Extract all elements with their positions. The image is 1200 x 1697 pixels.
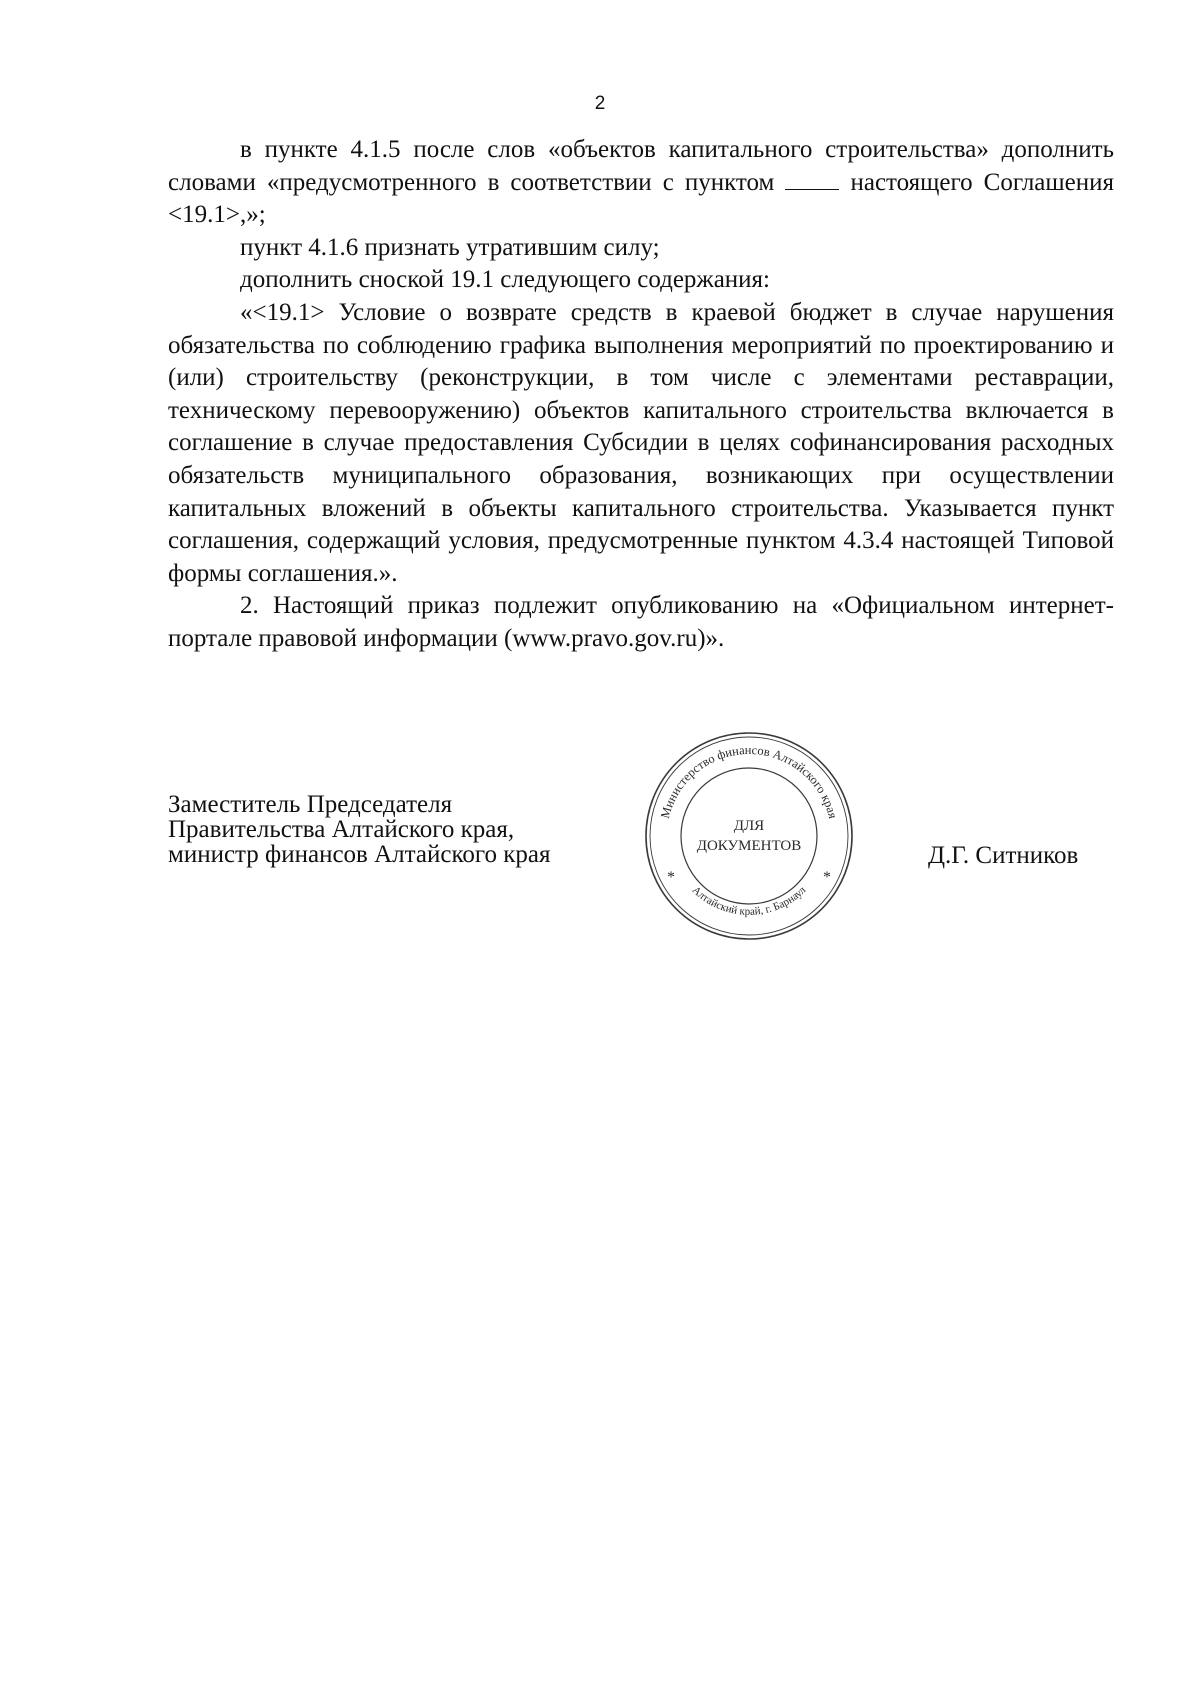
signer-position-line: Заместитель Председателя [168, 791, 453, 818]
paragraph-footnote-intro: дополнить сноской 19.1 следующего содержания: [240, 266, 771, 294]
paragraph-publication: 2. Настоящий приказ подлежит опубликованию на «Официальном интернет-портале правовой информации (www.pravo.gov.ru)». [168, 592, 1114, 652]
seal-center-line: ДЛЯ [733, 818, 765, 834]
seal-bottom-text-path: Алтайский край, г. Барнаул [689, 884, 809, 918]
signer-position [168, 792, 550, 867]
seal-outer-text-path: Министерство финансов Алтайского края [657, 742, 840, 820]
seal-star-icon: * [823, 869, 831, 886]
blank-line [785, 171, 839, 190]
signer-name: Д.Г. Ситников [928, 842, 1079, 869]
paragraph-text: настоящего Соглашения <19.1>,»; [168, 168, 1115, 229]
seal-inner-ring [681, 768, 817, 904]
signer-position-line: министр финансов Алтайского края [168, 841, 551, 868]
signer-position-line: Правительства Алтайского края, [168, 816, 515, 843]
official-seal [643, 730, 855, 942]
paragraph-amendment-4-1-5 [168, 134, 1114, 232]
page-number: 2 [594, 93, 606, 114]
paragraph-text: в пункте 4.1.5 после слов «объектов капитального строительства» дополнить словами «предусмотренного в соответствии с пунктом [168, 136, 1114, 196]
document-body [168, 134, 1114, 656]
seal-outer-ring [650, 737, 848, 935]
seal-star-icon: * [667, 869, 675, 886]
paragraph-footnote-19-1: «<19.1> Условие о возврате средств в краевой бюджет в случае нарушения обязательства по соблюдению графика выполнения мероприятий по проектированию и (или) строительству (реконструкции, в том числе с элементами реставрации, техническому перевооружению) объектов капитального строительства включается в соглашение в случае предоставления Субсидии в целях софинансирования расходных обязательств муниципального образования, возникающих при осуществлении капитальных вложений в объекты капитального строительства. Указывается пункт соглашения, содержащий условия, предусмотренные пунктом 4.3.4 настоящей Типовой формы соглашения.». [168, 298, 1114, 587]
seal-center-line: ДОКУМЕНТОВ [696, 838, 802, 854]
paragraph-amendment-4-1-6: пункт 4.1.6 признать утратившим силу; [240, 233, 660, 261]
